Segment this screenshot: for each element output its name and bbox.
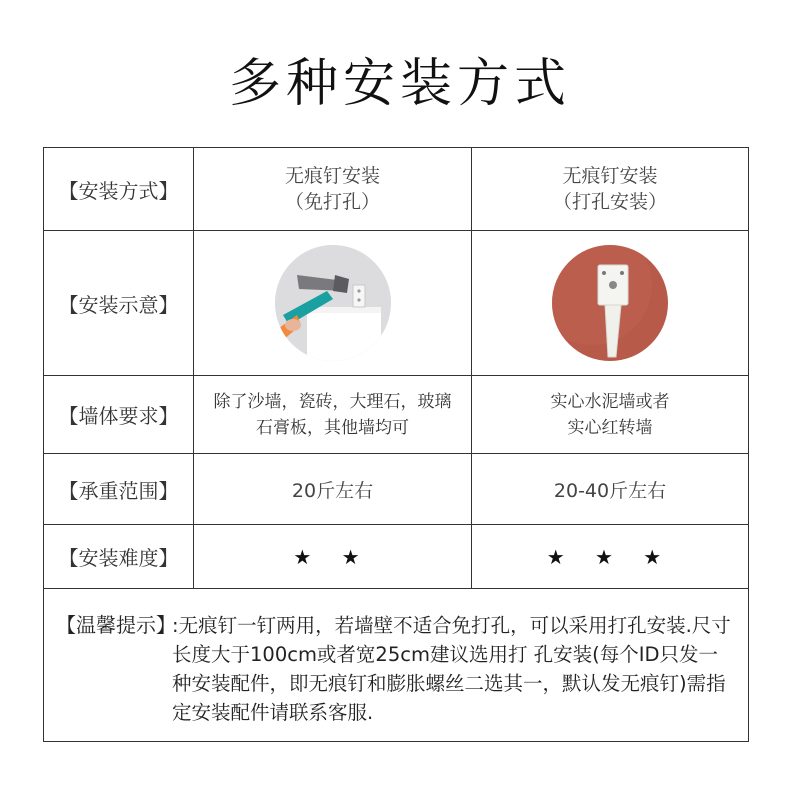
row-label-difficulty: 【安装难度】 — [44, 525, 194, 588]
wall-drill-line2: 实心红转墙 — [567, 417, 653, 438]
row-label-method: 【安装方式】 — [44, 148, 194, 230]
method-drill-line2: （打孔安装） — [552, 191, 667, 213]
method-no-drill-line1: 无痕钉安装 — [284, 165, 380, 187]
tip-label: 【温馨提示】 — [56, 613, 176, 637]
illustration-no-drill-cell — [194, 231, 472, 375]
tip-note — [44, 589, 748, 741]
difficulty-drill-stars: ★ ★ ★ — [546, 544, 674, 569]
method-drill-line1: 无痕钉安装 — [562, 165, 658, 187]
table-row-difficulty — [44, 525, 748, 589]
method-drill — [472, 148, 748, 230]
hammer-install-photo — [275, 245, 391, 361]
method-no-drill — [194, 148, 472, 230]
wall-no-drill — [194, 376, 472, 453]
method-no-drill-line2: （免打孔） — [284, 191, 380, 213]
page-title: 多种安装方式 — [228, 54, 571, 114]
row-label-wall: 【墙体要求】 — [44, 376, 194, 453]
difficulty-no-drill-stars: ★ ★ — [194, 525, 472, 588]
table-row-load — [44, 454, 748, 525]
load-drill: 20-40斤左右 — [553, 479, 667, 502]
wall-no-drill-line1: 除了沙墙，瓷砖，大理石，玻璃 — [213, 391, 452, 412]
illustration-drill-cell — [472, 231, 748, 375]
install-methods-table — [43, 147, 749, 742]
table-row-note — [44, 589, 748, 741]
table-row-method — [44, 148, 748, 231]
row-label-illustration: 【安装示意】 — [44, 231, 194, 375]
table-row-wall — [44, 376, 748, 454]
wall-no-drill-line2: 石膏板，其他墙均可 — [256, 417, 409, 438]
table-row-illustration — [44, 231, 748, 376]
load-no-drill: 20斤左右 — [194, 454, 472, 524]
tip-text: :无痕钉一钉两用，若墙壁不适合免打孔，可以采用打孔安装.尺寸长度大于100cm或者宽25cm建议选用打 孔安装(每个ID只发一种安装配件，即无痕钉和膨胀螺丝二选其一，默认发无痕钉)需指定安装配件请联系客服. — [172, 614, 731, 724]
wall-drill — [472, 376, 748, 453]
row-label-load: 【承重范围】 — [44, 454, 194, 524]
bracket-on-red-wall-photo — [552, 245, 668, 361]
wall-drill-line1: 实心水泥墙或者 — [550, 391, 670, 412]
